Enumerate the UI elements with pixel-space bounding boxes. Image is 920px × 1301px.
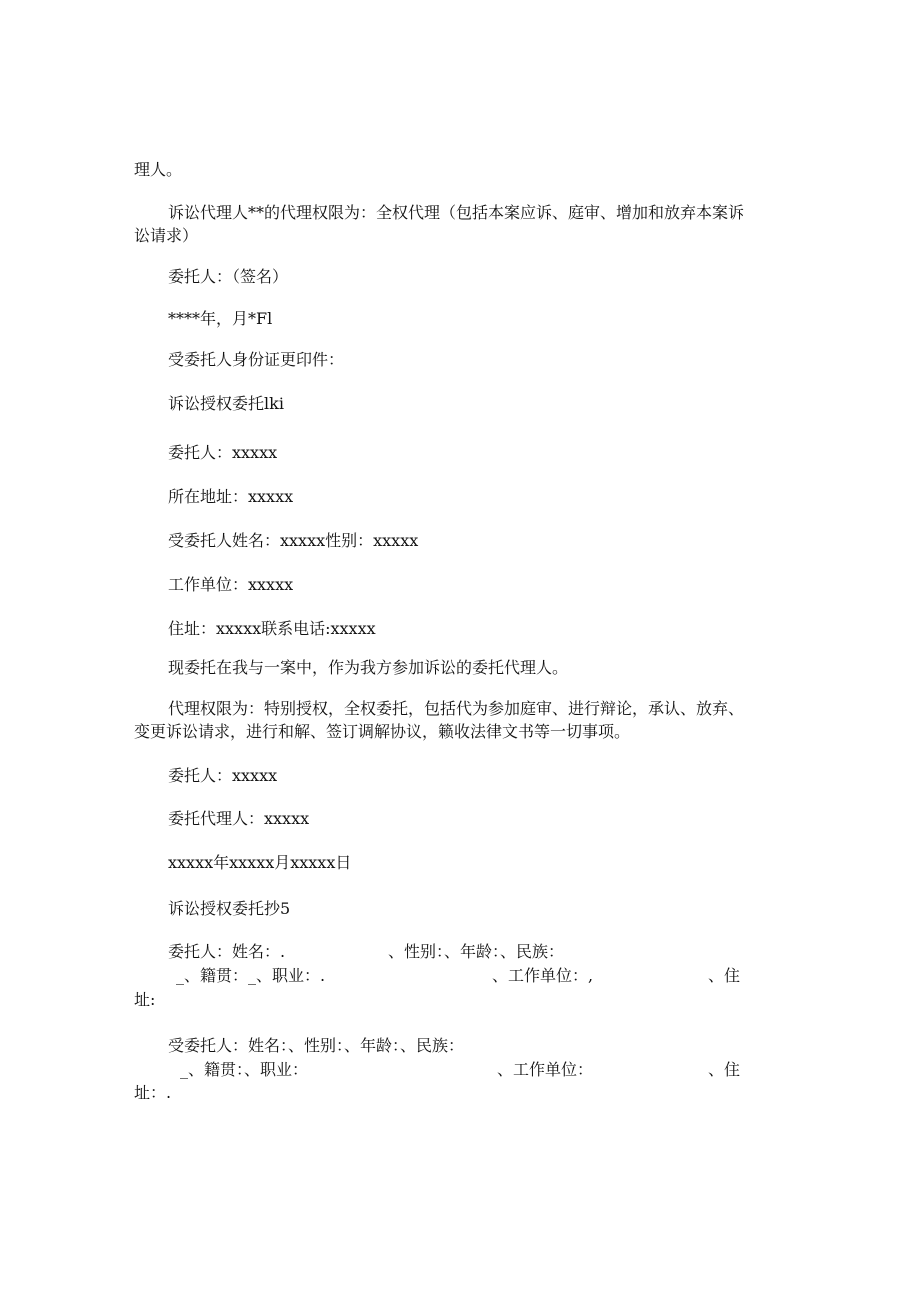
text-line: xxxxx年xxxxx月xxxxx日 xyxy=(168,853,352,872)
text-line: 工作单位：xxxxx xyxy=(168,575,294,594)
text-line: 受委托人身份证更印件： xyxy=(168,350,345,369)
text-line: 、工作单位： xyxy=(497,1060,594,1079)
text-line: 、住 xyxy=(708,1060,741,1079)
text-line: 址：. xyxy=(134,1083,172,1102)
text-line: _、籍贯：_、职业：. xyxy=(176,966,326,985)
section-heading: 诉讼授权委托抄5 xyxy=(168,899,291,918)
text-line: 委托人：xxxxx xyxy=(168,443,278,462)
text-line: 委托人：姓名：. xyxy=(168,942,286,961)
text-line: 现委托在我与一案中，作为我方参加诉讼的委托代理人。 xyxy=(168,658,569,677)
text-line: 委托人：（签名） xyxy=(168,267,289,286)
text-line: 所在地址：xxxxx xyxy=(168,487,294,506)
text-line: ****年，月*Fl xyxy=(168,309,273,328)
text-line: 委托人：xxxxx xyxy=(168,766,278,785)
text-line: 理人。 xyxy=(134,160,183,179)
text-line: 受委托人姓名：xxxxx性别：xxxxx xyxy=(168,531,419,550)
text-line: 址: xyxy=(134,990,156,1009)
text-line: 代理权限为：特别授权，全权委托，包括代为参加庭审、进行辩论，承认、放弃、 xyxy=(168,699,745,718)
text-line: _、籍贯：、职业： xyxy=(180,1060,309,1079)
section-heading: 诉讼授权委托lki xyxy=(168,394,284,413)
text-line: 、性别：、年龄：、民族： xyxy=(388,942,565,961)
text-line: 委托代理人：xxxxx xyxy=(168,809,310,828)
text-line: 变更诉讼请求，进行和解、签订调解协议，籁收法律文书等一切事项。 xyxy=(134,722,631,741)
text-line: 住址：xxxxx联系电话:xxxxx xyxy=(168,619,376,638)
text-line: 诉讼代理人**的代理权限为：全权代理（包括本案应诉、庭审、增加和放弃本案诉 xyxy=(168,203,745,222)
text-line: 、工作单位：, xyxy=(492,966,594,985)
text-line: 受委托人：姓名：、性别：、年龄：、民族： xyxy=(168,1036,465,1055)
text-line: 、住 xyxy=(708,966,741,985)
text-line: 讼请求） xyxy=(134,226,199,245)
